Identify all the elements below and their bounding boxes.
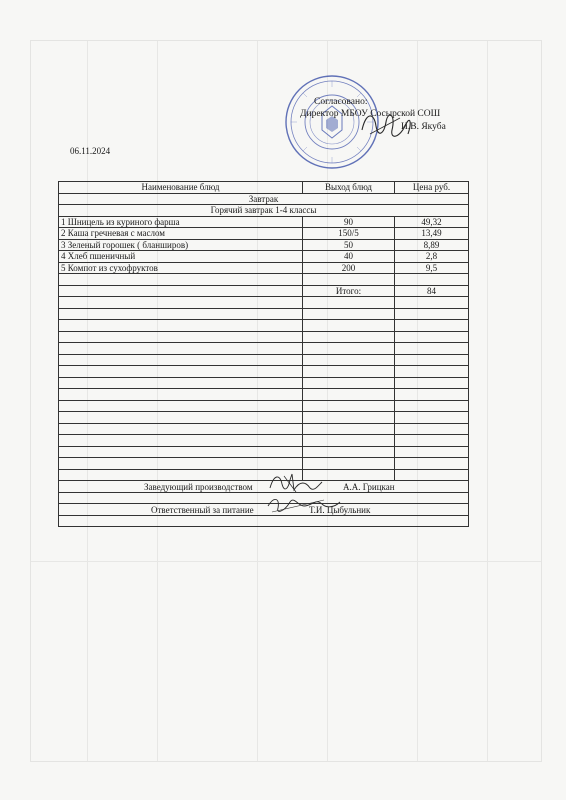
dish-portion: 50 [303,239,395,251]
table-row [59,239,469,251]
subtitle-row [59,205,469,217]
empty-row [59,492,469,504]
meal-subtitle: Горячий завтрак 1-4 классы [59,205,469,217]
empty-row [59,400,469,412]
empty-row [59,377,469,389]
table-row [59,228,469,240]
column-header-price: Цена руб. [395,182,469,194]
production-manager-title: Заведующий производством [144,482,253,492]
approval-heading: Согласовано: [314,97,368,107]
total-label: Итого: [303,285,395,297]
dish-name: 1 Шницель из куриного фарша [59,216,303,228]
empty-row [59,515,469,527]
empty-row [59,469,469,481]
dish-portion: 90 [303,216,395,228]
dish-price: 8,89 [395,239,469,251]
document-date: 06.11.2024 [70,146,111,156]
meal-title: Завтрак [59,193,469,205]
empty-row [59,446,469,458]
approval-director-name: И.В. Якуба [401,122,446,132]
menu-table [58,181,469,527]
responsible-signature-row [59,504,469,516]
table-row [59,262,469,274]
dish-price: 49,32 [395,216,469,228]
director-signature-icon [356,104,416,148]
empty-row [59,331,469,343]
empty-row [59,423,469,435]
dish-price: 2,8 [395,251,469,263]
table-row [59,216,469,228]
dish-portion: 200 [303,262,395,274]
column-header-portion: Выход блюд [303,182,395,194]
empty-row [59,320,469,332]
empty-row [59,297,469,309]
dish-portion: 150/5 [303,228,395,240]
empty-row [59,389,469,401]
dish-name: 4 Хлеб пшеничный [59,251,303,263]
empty-row [59,366,469,378]
empty-row [59,435,469,447]
production-manager-name: А.А. Грицкан [343,482,395,492]
total-value: 84 [395,285,469,297]
responsible-person-title: Ответственный за питание [151,505,254,515]
dish-name: 5 Компот из сухофруктов [59,262,303,274]
production-signature-row [59,481,469,493]
empty-row [59,308,469,320]
dish-name: 2 Каша гречневая с маслом [59,228,303,240]
dish-name: 3 Зеленый горошек ( бланширов) [59,239,303,251]
dish-price: 13,49 [395,228,469,240]
table-header-row [59,182,469,194]
column-header-dish: Наименование блюд [59,182,303,194]
table-row [59,251,469,263]
dish-portion: 40 [303,251,395,263]
meal-row [59,193,469,205]
dish-price: 9,5 [395,262,469,274]
responsible-person-name: Т.И. Цыбульник [309,505,371,515]
total-row [59,285,469,297]
empty-row [59,274,469,286]
empty-row [59,458,469,470]
approval-director-position: Директор МБОУ Сосырской СОШ [300,109,441,119]
empty-row [59,343,469,355]
empty-row [59,354,469,366]
empty-row [59,412,469,424]
